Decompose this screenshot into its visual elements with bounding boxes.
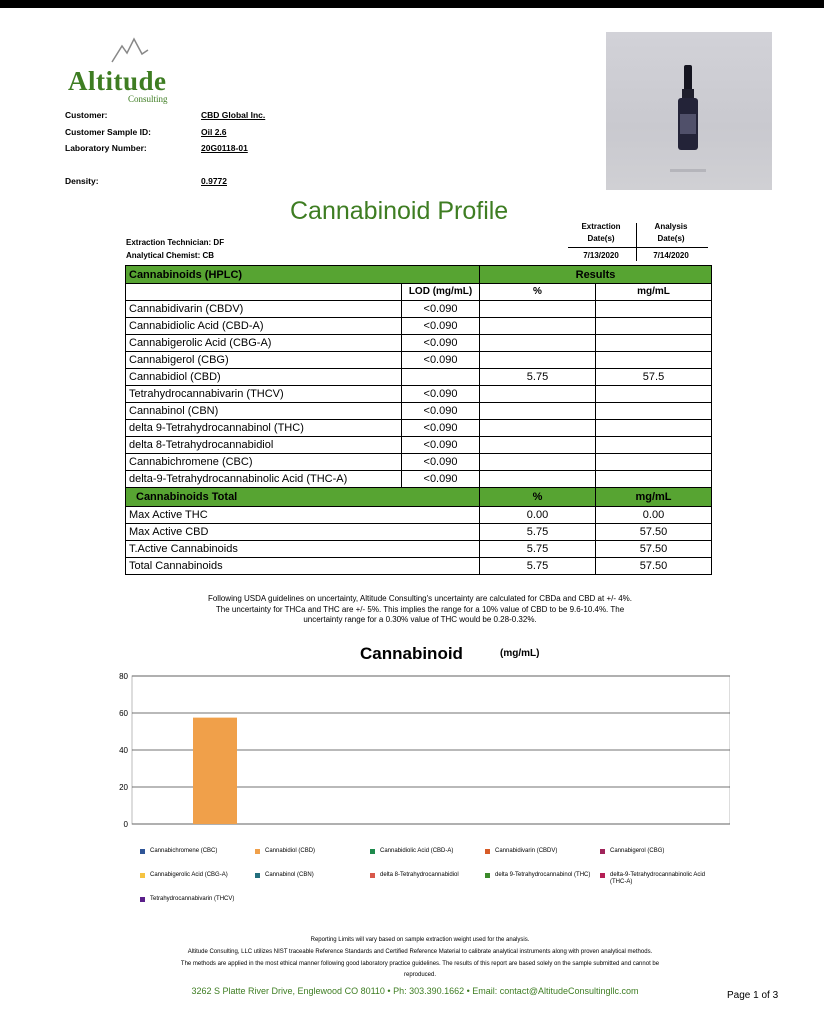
analyte-name: Cannabidivarin (CBDV): [126, 301, 402, 318]
totals-header: [126, 488, 712, 507]
table-row: [126, 318, 712, 335]
legend-swatch: [140, 873, 145, 878]
legend-label: delta-9-Tetrahydrocannabinolic Acid (THC-A): [610, 872, 706, 885]
mgml-value: [596, 352, 712, 369]
lod-value: <0.090: [402, 420, 480, 437]
legend-item: [140, 848, 258, 855]
column-header-mgml: mg/mL: [596, 284, 712, 301]
extraction-label-dates: Date(s): [587, 234, 615, 243]
mgml-value: [596, 437, 712, 454]
lab-number-label: Laboratory Number:: [65, 143, 147, 153]
lab-number-value: 20G0118-01: [201, 143, 248, 153]
legend-label: Tetrahydrocannabivarin (THCV): [150, 896, 235, 902]
total-percent: 5.75: [480, 541, 596, 558]
analytical-chemist: Analytical Chemist: CB: [126, 251, 215, 260]
percent-value: [480, 403, 596, 420]
sample-id-label: Customer Sample ID:: [65, 127, 151, 137]
totals-row: [126, 524, 712, 541]
legend-item: [370, 848, 488, 855]
legend-label: Cannabidiol (CBD): [265, 848, 316, 854]
uncertainty-line: Following USDA guidelines on uncertainty, Altitude Consulting's uncertainty are calculated for CBDa and CBD at +/- 4%.: [207, 594, 633, 603]
column-header-lod: LOD (mg/mL): [402, 284, 480, 301]
table-row: [126, 335, 712, 352]
total-mgml: 0.00: [596, 507, 712, 524]
column-header-percent: %: [480, 284, 596, 301]
analysis-date-header: [638, 221, 704, 245]
legend-swatch: [485, 849, 490, 854]
legend-label: Cannabidiolic Acid (CBD-A): [380, 848, 454, 854]
legend-swatch: [600, 849, 605, 854]
uncertainty-note: [160, 594, 680, 626]
analyte-name: delta 9-Tetrahydrocannabinol (THC): [126, 420, 402, 437]
y-tick-label: 20: [119, 783, 128, 792]
analyte-rows: [126, 301, 712, 488]
total-mgml: 57.50: [596, 524, 712, 541]
legend-swatch: [370, 873, 375, 878]
analyte-name: Cannabichromene (CBC): [126, 454, 402, 471]
analysis-label: Analysis: [654, 222, 688, 231]
extraction-date-header: [568, 221, 634, 245]
totals-header-label: Cannabinoids Total: [126, 488, 480, 507]
percent-value: [480, 454, 596, 471]
totals-header-percent: %: [480, 488, 596, 507]
footer-address: 3262 S Platte River Drive, Englewood CO 80110 • Ph: 303.390.1662 • Email: contact@AltitudeConsultingllc.com: [191, 986, 639, 996]
legend-item: [600, 848, 718, 855]
mgml-value: [596, 386, 712, 403]
table-header-results: Results: [480, 266, 712, 284]
bar-cannabidiol-cbd: [193, 718, 237, 824]
footer-line: reproduced.: [403, 972, 437, 978]
legend-item: [140, 896, 258, 903]
analyte-name: Cannabidiol (CBD): [126, 369, 402, 386]
percent-value: [480, 301, 596, 318]
analyte-name: Tetrahydrocannabivarin (THCV): [126, 386, 402, 403]
total-name: Max Active THC: [126, 507, 480, 524]
extraction-date-value: 7/13/2020: [583, 251, 619, 260]
density-label: Density:: [65, 176, 99, 186]
uncertainty-line: uncertainty range for a 0.30% value of THC would be 0.28-0.32%.: [303, 615, 537, 624]
legend-swatch: [485, 873, 490, 878]
table-header: [126, 266, 712, 284]
logo-subtitle: Consulting: [128, 94, 168, 104]
mgml-value: 57.5: [596, 369, 712, 386]
lod-value: <0.090: [402, 471, 480, 488]
total-mgml: 57.50: [596, 558, 712, 575]
mgml-value: [596, 420, 712, 437]
analyte-name: delta-9-Tetrahydrocannabinolic Acid (THC-A): [126, 471, 402, 488]
total-percent: 0.00: [480, 507, 596, 524]
dates-separator: [636, 223, 637, 261]
customer-label: Customer:: [65, 110, 108, 120]
legend-swatch: [370, 849, 375, 854]
totals-header-mgml: mg/mL: [596, 488, 712, 507]
total-percent: 5.75: [480, 524, 596, 541]
percent-value: [480, 437, 596, 454]
total-name: Total Cannabinoids: [126, 558, 480, 575]
totals-row: [126, 541, 712, 558]
extraction-technician: Extraction Technician: DF: [126, 238, 225, 247]
mgml-value: [596, 403, 712, 420]
table-row: [126, 301, 712, 318]
table-row: [126, 471, 712, 488]
legend-label: delta 9-Tetrahydrocannabinol (THC): [495, 872, 591, 878]
analyte-name: Cannabidiolic Acid (CBD-A): [126, 318, 402, 335]
mgml-value: [596, 318, 712, 335]
footer-line: Altitude Consulting, LLC utilizes NIST traceable Reference Standards and Certified Reference Material to calibrate analytical instruments along with proven analytical methods.: [187, 949, 653, 955]
logo-name: Altitude: [68, 66, 167, 96]
percent-value: [480, 386, 596, 403]
mountain-icon: [110, 36, 150, 66]
legend-label: Cannabinol (CBN): [265, 872, 314, 878]
percent-value: 5.75: [480, 369, 596, 386]
chart-unit: (mg/mL): [500, 648, 540, 659]
top-border: [0, 0, 824, 8]
totals-row: [126, 507, 712, 524]
legend-item: [255, 848, 373, 855]
mgml-value: [596, 471, 712, 488]
table-row: [126, 437, 712, 454]
column-header-blank: [126, 284, 402, 301]
legend-item: [370, 872, 488, 879]
lod-value: [402, 369, 480, 386]
percent-value: [480, 420, 596, 437]
lod-value: <0.090: [402, 454, 480, 471]
legend-item: [140, 872, 258, 879]
uncertainty-line: The uncertainty for THCa and THC are +/- 5%. This implies the range for a 10% value of CBD to be 9.6-10.4%. The: [215, 604, 625, 614]
mgml-value: [596, 454, 712, 471]
table-row: [126, 352, 712, 369]
table-row: [126, 386, 712, 403]
sample-photo: [606, 32, 772, 190]
analysis-label-dates: Date(s): [657, 234, 685, 243]
legend-label: Cannabigerolic Acid (CBG-A): [150, 872, 228, 878]
density-value: 0.9772: [201, 176, 227, 186]
table-row: [126, 454, 712, 471]
total-name: T.Active Cannabinoids: [126, 541, 480, 558]
lod-value: <0.090: [402, 335, 480, 352]
lod-value: <0.090: [402, 437, 480, 454]
totals-rows: [126, 507, 712, 575]
footer-line: The methods are applied in the most ethical manner following good laboratory practice guidelines. The results of this report are based solely on the sample submitted and cannot be: [180, 961, 660, 967]
extraction-label: Extraction: [581, 222, 621, 231]
altitude-logo: [64, 36, 174, 104]
analyte-name: Cannabinol (CBN): [126, 403, 402, 420]
table-row: [126, 420, 712, 437]
legend-item: [255, 872, 373, 879]
legend-swatch: [255, 849, 260, 854]
percent-value: [480, 318, 596, 335]
customer-value: CBD Global Inc.: [201, 110, 266, 120]
percent-value: [480, 471, 596, 488]
totals-row: [126, 558, 712, 575]
total-name: Max Active CBD: [126, 524, 480, 541]
total-mgml: 57.50: [596, 541, 712, 558]
cannabinoid-chart: [110, 668, 730, 838]
chart-title: Cannabinoid: [360, 644, 463, 663]
dates-divider: [568, 247, 708, 248]
page-title: Cannabinoid Profile: [290, 197, 509, 225]
lod-value: <0.090: [402, 318, 480, 335]
analyte-name: Cannabigerol (CBG): [126, 352, 402, 369]
mgml-value: [596, 301, 712, 318]
table-row: [126, 369, 712, 386]
legend-label: Cannabigerol (CBG): [610, 848, 665, 854]
y-tick-label: 60: [119, 709, 128, 718]
analysis-date-value: 7/14/2020: [653, 251, 689, 260]
percent-value: [480, 335, 596, 352]
results-table: [125, 265, 712, 575]
bottle-label: [680, 114, 696, 134]
y-tick-label: 40: [119, 746, 128, 755]
legend-swatch: [255, 873, 260, 878]
analyte-name: Cannabigerolic Acid (CBG-A): [126, 335, 402, 352]
lod-value: <0.090: [402, 386, 480, 403]
legend-item: [485, 872, 603, 879]
chart-legend: [140, 848, 730, 913]
legend-swatch: [140, 849, 145, 854]
percent-value: [480, 352, 596, 369]
bottle-cap: [684, 65, 692, 91]
analyte-name: delta 8-Tetrahydrocannabidiol: [126, 437, 402, 454]
legend-swatch: [140, 897, 145, 902]
y-tick-label: 0: [123, 820, 128, 829]
page-number: Page 1 of 3: [727, 990, 779, 1001]
legend-label: Cannabidivarin (CBDV): [495, 848, 558, 854]
footer-line: Reporting Limits will vary based on sample extraction weight used for the analysis.: [310, 937, 530, 943]
legend-label: Cannabichromene (CBC): [150, 848, 218, 854]
total-percent: 5.75: [480, 558, 596, 575]
legend-item: [600, 872, 718, 886]
legend-swatch: [600, 873, 605, 878]
table-header-label: Cannabinoids (HPLC): [126, 266, 480, 284]
table-row: [126, 403, 712, 420]
lod-value: <0.090: [402, 403, 480, 420]
lod-value: <0.090: [402, 352, 480, 369]
legend-item: [485, 848, 603, 855]
sample-id-value: Oil 2.6: [201, 127, 227, 137]
mgml-value: [596, 335, 712, 352]
legend-label: delta 8-Tetrahydrocannabidiol: [380, 872, 459, 878]
y-tick-label: 80: [119, 672, 128, 681]
photo-tag: [670, 169, 706, 172]
column-header-row: [126, 284, 712, 301]
lod-value: <0.090: [402, 301, 480, 318]
